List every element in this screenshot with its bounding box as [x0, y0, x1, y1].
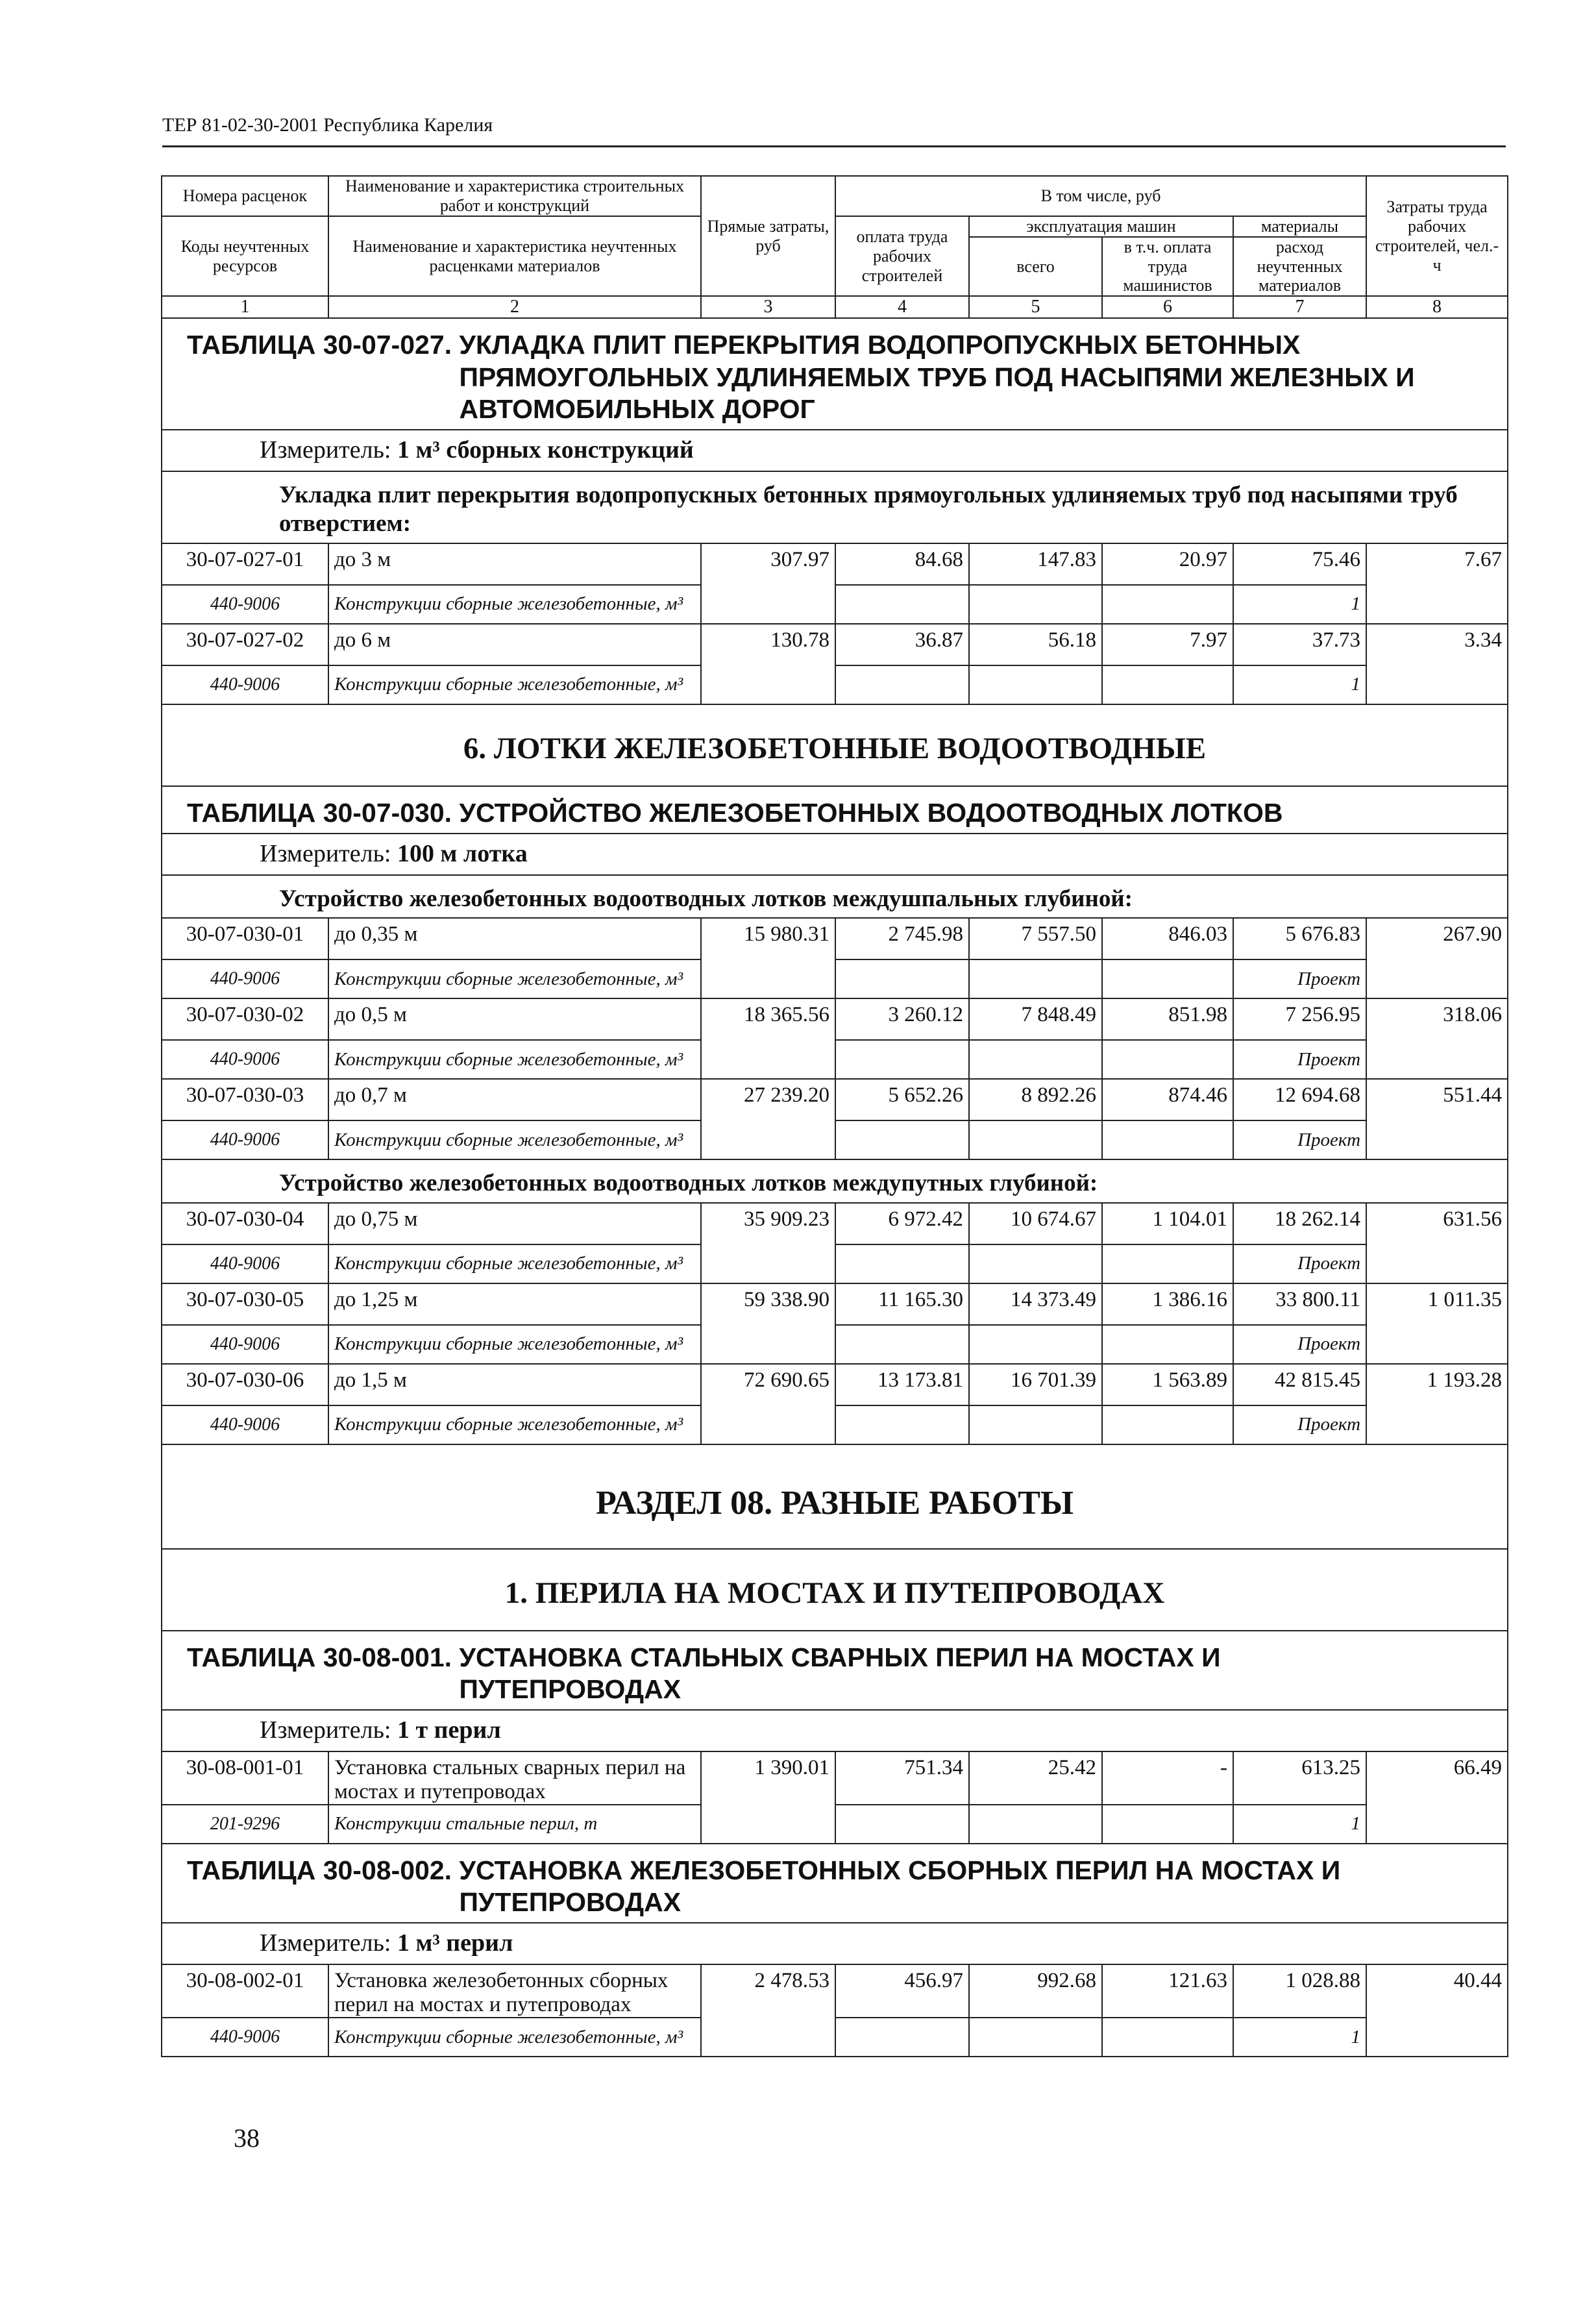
labor-pay: 13 173.81: [835, 1364, 969, 1405]
machines-total: 14 373.49: [969, 1283, 1102, 1325]
resource-name: Конструкции сборные железобетонные, м³: [328, 2018, 701, 2057]
rows-30-08-001: [162, 1751, 1508, 1844]
rate-row: [162, 543, 1508, 585]
empty-cell: [1102, 1040, 1233, 1079]
head-labor-hours: Затраты труда рабочих строителей, чел.-ч: [1366, 176, 1508, 296]
measurer-value: 1 т перил: [397, 1716, 501, 1744]
machine-operators-pay: -: [1102, 1751, 1233, 1805]
rate-row: [162, 918, 1508, 959]
head-machines: эксплуатация машин: [969, 216, 1233, 237]
section-heading-1: 1. ПЕРИЛА НА МОСТАХ И ПУТЕПРОВОДАХ: [162, 1549, 1508, 1631]
header-rule: [162, 145, 1506, 147]
materials-cost: 18 262.14: [1233, 1203, 1366, 1244]
measurer-value: 1 м³ сборных конструкций: [397, 436, 694, 464]
empty-cell: [1102, 585, 1233, 624]
head-machines-total: всего: [969, 237, 1102, 297]
resource-norm: 1: [1233, 1805, 1366, 1844]
resource-norm: 1: [1233, 665, 1366, 704]
machine-operators-pay: 121.63: [1102, 1964, 1233, 2018]
labor-pay: 5 652.26: [835, 1079, 969, 1120]
rows-30-07-030-b: [162, 1203, 1508, 1444]
machine-operators-pay: 20.97: [1102, 543, 1233, 585]
head-codes: Номера расценок: [162, 176, 328, 216]
resource-name: Конструкции сборные железобетонные, м³: [328, 1244, 701, 1283]
labor-pay: 11 165.30: [835, 1283, 969, 1325]
resource-row: [162, 1325, 1508, 1364]
machines-total: 56.18: [969, 624, 1102, 665]
rate-name: до 0,75 м: [328, 1203, 701, 1244]
labor-hours: 318.06: [1366, 998, 1508, 1079]
machines-total: 10 674.67: [969, 1203, 1102, 1244]
section-heading-6: 6. ЛОТКИ ЖЕЛЕЗОБЕТОННЫЕ ВОДООТВОДНЫЕ: [162, 704, 1508, 786]
column-number: 3: [701, 296, 835, 318]
group-heading: Укладка плит перекрытия водопропускных бетонных прямоугольных удлиняемых труб под насыпями труб отверстием:: [162, 471, 1508, 543]
resource-norm: Проект: [1233, 959, 1366, 998]
document-header: ТЕР 81-02-30-2001 Республика Карелия: [162, 114, 493, 136]
empty-cell: [969, 1405, 1102, 1444]
resource-row: [162, 1120, 1508, 1159]
resource-row: [162, 665, 1508, 704]
rate-code: 30-07-030-02: [162, 998, 328, 1040]
resource-row: [162, 1805, 1508, 1844]
table-number: ТАБЛИЦА 30-08-001.: [187, 1642, 452, 1672]
materials-cost: 37.73: [1233, 624, 1366, 665]
labor-hours: 1 193.28: [1366, 1364, 1508, 1444]
empty-cell: [835, 2018, 969, 2057]
materials-cost: 33 800.11: [1233, 1283, 1366, 1325]
resource-code: 440-9006: [162, 1244, 328, 1283]
table-title-30-08-002: [162, 1844, 1508, 1923]
column-number: 2: [328, 296, 701, 318]
rate-row: [162, 1283, 1508, 1325]
labor-pay: 751.34: [835, 1751, 969, 1805]
measurer-value: 1 м³ перил: [397, 1929, 513, 1957]
measurer-30-08-001: [162, 1710, 1508, 1751]
materials-cost: 42 815.45: [1233, 1364, 1366, 1405]
rows-30-07-027: [162, 543, 1508, 704]
table-name: УСТРОЙСТВО ЖЕЛЕЗОБЕТОННЫХ ВОДООТВОДНЫХ ЛОТКОВ: [459, 797, 1283, 828]
empty-cell: [1102, 2018, 1233, 2057]
empty-cell: [969, 1325, 1102, 1364]
column-number: 8: [1366, 296, 1508, 318]
labor-hours: 551.44: [1366, 1079, 1508, 1159]
labor-hours: 267.90: [1366, 918, 1508, 998]
empty-cell: [1102, 1325, 1233, 1364]
resource-row: [162, 959, 1508, 998]
column-number: 5: [969, 296, 1102, 318]
rate-row: [162, 998, 1508, 1040]
empty-cell: [969, 1805, 1102, 1844]
table-title-30-08-001: [162, 1631, 1508, 1710]
resource-name: Конструкции сборные железобетонные, м³: [328, 665, 701, 704]
rate-row: [162, 1364, 1508, 1405]
direct-costs: 307.97: [701, 543, 835, 624]
resource-norm: Проект: [1233, 1120, 1366, 1159]
rate-code: 30-07-030-05: [162, 1283, 328, 1325]
machine-operators-pay: 846.03: [1102, 918, 1233, 959]
labor-hours: 66.49: [1366, 1751, 1508, 1844]
empty-cell: [835, 959, 969, 998]
rate-code: 30-07-030-03: [162, 1079, 328, 1120]
measurer-label: Измеритель:: [260, 839, 391, 867]
empty-cell: [969, 2018, 1102, 2057]
table-title-30-07-027: [162, 318, 1508, 430]
column-number: 7: [1233, 296, 1366, 318]
rate-name: Установка стальных сварных перил на мостах и путепроводах: [328, 1751, 701, 1805]
rates-table: [161, 175, 1508, 2057]
resource-code: 440-9006: [162, 585, 328, 624]
empty-cell: [835, 1244, 969, 1283]
empty-cell: [1102, 1405, 1233, 1444]
empty-cell: [835, 1405, 969, 1444]
rate-row: [162, 1079, 1508, 1120]
rate-name: до 0,7 м: [328, 1079, 701, 1120]
rate-name: до 0,5 м: [328, 998, 701, 1040]
resource-code: 440-9006: [162, 2018, 328, 2057]
empty-cell: [835, 665, 969, 704]
resource-code: 440-9006: [162, 1120, 328, 1159]
rate-name: Установка железобетонных сборных перил на мостах и путепроводах: [328, 1964, 701, 2018]
resource-code: 201-9296: [162, 1805, 328, 1844]
rate-code: 30-07-027-01: [162, 543, 328, 585]
labor-hours: 631.56: [1366, 1203, 1508, 1283]
group-heading: Устройство железобетонных водоотводных лотков междушпальных глубиной:: [162, 875, 1508, 918]
direct-costs: 15 980.31: [701, 918, 835, 998]
rates-table-container: [161, 175, 1507, 2057]
resource-norm: 1: [1233, 2018, 1366, 2057]
machines-total: 992.68: [969, 1964, 1102, 2018]
labor-pay: 456.97: [835, 1964, 969, 2018]
head-name: Наименование и характеристика строительных работ и конструкций: [328, 176, 701, 216]
table-name: УСТАНОВКА ЖЕЛЕЗОБЕТОННЫХ СБОРНЫХ ПЕРИЛ НА МОСТАХ И ПУТЕПРОВОДАХ: [459, 1855, 1341, 1918]
rate-name: до 3 м: [328, 543, 701, 585]
labor-hours: 40.44: [1366, 1964, 1508, 2057]
machines-total: 8 892.26: [969, 1079, 1102, 1120]
rate-code: 30-07-030-01: [162, 918, 328, 959]
labor-pay: 84.68: [835, 543, 969, 585]
measurer-30-07-030: [162, 834, 1508, 875]
machine-operators-pay: 1 563.89: [1102, 1364, 1233, 1405]
resource-row: [162, 1405, 1508, 1444]
column-number: 4: [835, 296, 969, 318]
head-resource-codes: Коды неучтенных ресурсов: [162, 216, 328, 297]
measurer-label: Измеритель:: [260, 1929, 391, 1957]
head-labor-pay: оплата труда рабочих строителей: [835, 216, 969, 297]
measurer-value: 100 м лотка: [397, 839, 528, 867]
table-number: ТАБЛИЦА 30-07-030.: [187, 797, 452, 828]
measurer-30-08-002: [162, 1923, 1508, 1964]
resource-norm: Проект: [1233, 1405, 1366, 1444]
labor-pay: 2 745.98: [835, 918, 969, 959]
empty-cell: [969, 1040, 1102, 1079]
labor-pay: 3 260.12: [835, 998, 969, 1040]
rate-code: 30-07-027-02: [162, 624, 328, 665]
labor-hours: 7.67: [1366, 543, 1508, 624]
resource-row: [162, 2018, 1508, 2057]
table-title-30-07-030: [162, 786, 1508, 834]
materials-cost: 1 028.88: [1233, 1964, 1366, 2018]
resource-code: 440-9006: [162, 1405, 328, 1444]
labor-pay: 36.87: [835, 624, 969, 665]
resource-name: Конструкции сборные железобетонные, м³: [328, 959, 701, 998]
materials-cost: 7 256.95: [1233, 998, 1366, 1040]
materials-cost: 75.46: [1233, 543, 1366, 585]
machine-operators-pay: 7.97: [1102, 624, 1233, 665]
rate-code: 30-07-030-06: [162, 1364, 328, 1405]
measurer-label: Измеритель:: [260, 436, 391, 464]
rate-name: до 0,35 м: [328, 918, 701, 959]
head-materials-unaccounted: расход неучтенных материалов: [1233, 237, 1366, 297]
machine-operators-pay: 1 104.01: [1102, 1203, 1233, 1244]
rate-code: 30-08-002-01: [162, 1964, 328, 2018]
part-heading-08: РАЗДЕЛ 08. РАЗНЫЕ РАБОТЫ: [162, 1444, 1508, 1549]
labor-hours: 3.34: [1366, 624, 1508, 704]
resource-name: Конструкции сборные железобетонные, м³: [328, 1405, 701, 1444]
direct-costs: 59 338.90: [701, 1283, 835, 1364]
empty-cell: [1102, 959, 1233, 998]
resource-code: 440-9006: [162, 1325, 328, 1364]
head-in-total: В том числе, руб: [835, 176, 1366, 216]
empty-cell: [1102, 665, 1233, 704]
machines-total: 16 701.39: [969, 1364, 1102, 1405]
empty-cell: [835, 1805, 969, 1844]
machine-operators-pay: 1 386.16: [1102, 1283, 1233, 1325]
resource-norm: Проект: [1233, 1325, 1366, 1364]
machines-total: 25.42: [969, 1751, 1102, 1805]
resource-row: [162, 1244, 1508, 1283]
resource-norm: 1: [1233, 585, 1366, 624]
machines-total: 7 557.50: [969, 918, 1102, 959]
rate-name: до 1,5 м: [328, 1364, 701, 1405]
measurer-label: Измеритель:: [260, 1716, 391, 1744]
empty-cell: [969, 1244, 1102, 1283]
table-name: УСТАНОВКА СТАЛЬНЫХ СВАРНЫХ ПЕРИЛ НА МОСТАХ И ПУТЕПРОВОДАХ: [459, 1642, 1221, 1704]
direct-costs: 72 690.65: [701, 1364, 835, 1444]
materials-cost: 613.25: [1233, 1751, 1366, 1805]
resource-name: Конструкции стальные перил, т: [328, 1805, 701, 1844]
head-direct-costs: Прямые затраты, руб: [701, 176, 835, 296]
column-numbers-row: [162, 296, 1508, 318]
empty-cell: [1102, 1244, 1233, 1283]
rate-code: 30-08-001-01: [162, 1751, 328, 1805]
machines-total: 147.83: [969, 543, 1102, 585]
empty-cell: [969, 1120, 1102, 1159]
resource-row: [162, 1040, 1508, 1079]
rate-row: [162, 1964, 1508, 2018]
empty-cell: [969, 585, 1102, 624]
machines-total: 7 848.49: [969, 998, 1102, 1040]
labor-pay: 6 972.42: [835, 1203, 969, 1244]
table-number: ТАБЛИЦА 30-07-027.: [187, 330, 452, 360]
empty-cell: [1102, 1120, 1233, 1159]
empty-cell: [835, 1325, 969, 1364]
empty-cell: [835, 1040, 969, 1079]
empty-cell: [969, 959, 1102, 998]
labor-hours: 1 011.35: [1366, 1283, 1508, 1364]
empty-cell: [1102, 1805, 1233, 1844]
rate-name: до 1,25 м: [328, 1283, 701, 1325]
head-materials: материалы: [1233, 216, 1366, 237]
resource-name: Конструкции сборные железобетонные, м³: [328, 1040, 701, 1079]
direct-costs: 27 239.20: [701, 1079, 835, 1159]
column-number: 6: [1102, 296, 1233, 318]
materials-cost: 12 694.68: [1233, 1079, 1366, 1120]
direct-costs: 2 478.53: [701, 1964, 835, 2057]
page-number: 38: [234, 2123, 260, 2153]
machine-operators-pay: 874.46: [1102, 1079, 1233, 1120]
direct-costs: 35 909.23: [701, 1203, 835, 1283]
resource-row: [162, 585, 1508, 624]
resource-name: Конструкции сборные железобетонные, м³: [328, 585, 701, 624]
rows-30-07-030-a: [162, 918, 1508, 1159]
materials-cost: 5 676.83: [1233, 918, 1366, 959]
table-number: ТАБЛИЦА 30-08-002.: [187, 1855, 452, 1885]
rows-30-08-002: [162, 1964, 1508, 2057]
resource-name: Конструкции сборные железобетонные, м³: [328, 1120, 701, 1159]
empty-cell: [969, 665, 1102, 704]
rate-code: 30-07-030-04: [162, 1203, 328, 1244]
resource-norm: Проект: [1233, 1040, 1366, 1079]
resource-name: Конструкции сборные железобетонные, м³: [328, 1325, 701, 1364]
rate-name: до 6 м: [328, 624, 701, 665]
resource-code: 440-9006: [162, 1040, 328, 1079]
head-machine-operators: в т.ч. оплата труда машинистов: [1102, 237, 1233, 297]
group-heading: Устройство железобетонных водоотводных лотков междупутных глубиной:: [162, 1159, 1508, 1202]
resource-code: 440-9006: [162, 959, 328, 998]
head-resource-name: Наименование и характеристика неучтенных расценками материалов: [328, 216, 701, 297]
rate-row: [162, 1751, 1508, 1805]
direct-costs: 130.78: [701, 624, 835, 704]
column-number: 1: [162, 296, 328, 318]
empty-cell: [835, 585, 969, 624]
resource-code: 440-9006: [162, 665, 328, 704]
empty-cell: [835, 1120, 969, 1159]
resource-norm: Проект: [1233, 1244, 1366, 1283]
rate-row: [162, 1203, 1508, 1244]
direct-costs: 1 390.01: [701, 1751, 835, 1844]
table-name: УКЛАДКА ПЛИТ ПЕРЕКРЫТИЯ ВОДОПРОПУСКНЫХ БЕТОННЫХ ПРЯМОУГОЛЬНЫХ УДЛИНЯЕМЫХ ТРУБ ПОД НАСЫПЯМИ ЖЕЛЕЗНЫХ И АВТОМОБИЛЬНЫХ ДОРОГ: [459, 330, 1415, 424]
measurer-30-07-027: [162, 430, 1508, 471]
rate-row: [162, 624, 1508, 665]
machine-operators-pay: 851.98: [1102, 998, 1233, 1040]
direct-costs: 18 365.56: [701, 998, 835, 1079]
